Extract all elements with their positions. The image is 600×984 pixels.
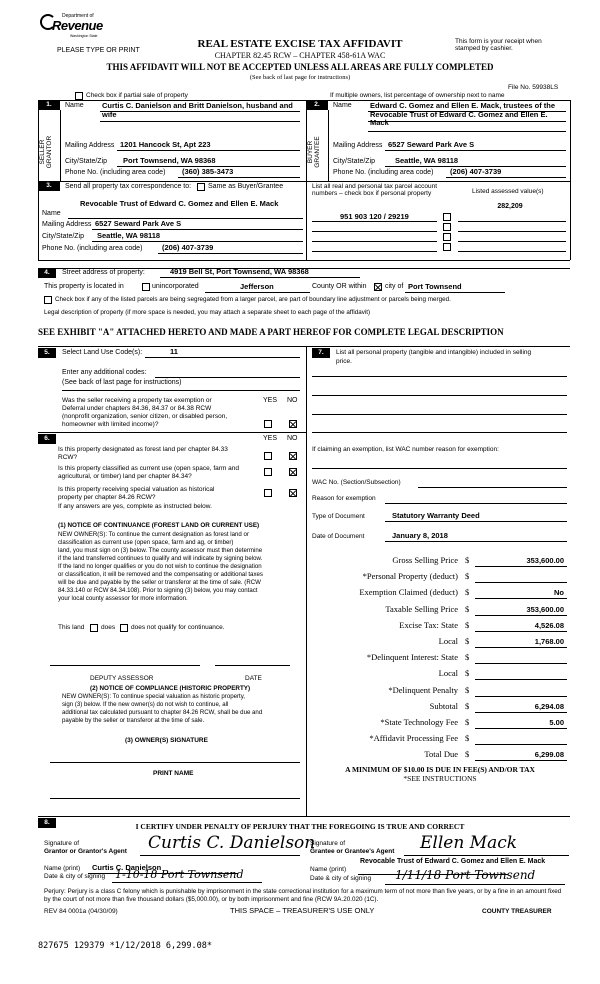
calc-currency: $	[465, 668, 470, 679]
grantee-date-city: 1/11/18 Port Townsend	[395, 868, 536, 882]
calc-currency: $	[465, 652, 470, 663]
calc-label: Local	[438, 668, 458, 679]
treasurer-space: THIS SPACE – TREASURER'S USE ONLY	[230, 906, 375, 915]
parcel-number: 951 903 120 / 29219	[340, 212, 409, 221]
calc-currency: $	[465, 571, 470, 582]
grantee-name: Revocable Trust of Edward C. Gomez and Ellen E. Mack	[360, 858, 546, 865]
calc-label: *Delinquent Penalty	[388, 684, 458, 695]
exhibit-line: SEE EXHIBIT "A" ATTACHED HERETO AND MADE A PART HEREOF FOR COMPLETE LEGAL DESCRIPTION	[38, 327, 504, 337]
grantor-date-city: 1-10-18 Port Townsend	[115, 868, 244, 881]
current-use-no-checkbox[interactable]	[289, 468, 297, 476]
buyer-city: Seattle, WA 98118	[395, 156, 459, 165]
calc-label: Exemption Claimed (deduct)	[359, 587, 458, 598]
county-name: Jefferson	[240, 282, 274, 291]
parcel-list-label: List all real and personal tax parcel account numbers – check box if personal property	[312, 183, 438, 198]
land-use-code: 11	[170, 347, 178, 356]
segregated-checkbox[interactable]	[44, 296, 52, 304]
section-4-badge: 4.	[38, 268, 56, 278]
form-revision: REV 84 0001a (04/30/09)	[44, 908, 118, 915]
seller-phone: (360) 385-3473	[182, 167, 234, 176]
calc-label: *Delinquent Interest: State	[366, 652, 458, 663]
calc-currency: $	[465, 733, 470, 744]
please-type: PLEASE TYPE OR PRINT	[57, 47, 140, 54]
exemption-no-checkbox[interactable]	[289, 420, 297, 428]
seller-city: Port Townsend, WA 98368	[123, 156, 216, 165]
partial-sale-label: Check box if partial sale of property	[86, 92, 188, 99]
calc-label: Total Due	[424, 749, 458, 760]
see-instructions: *SEE INSTRUCTIONS	[403, 774, 477, 783]
calc-currency: $	[465, 717, 470, 727]
chapter-line: CHAPTER 82.45 RCW – CHAPTER 458-61A WAC	[214, 51, 386, 60]
calc-label: *Affidavit Processing Fee	[369, 733, 458, 744]
calc-label: Excise Tax: State	[399, 619, 458, 630]
calc-label: Gross Selling Price	[392, 555, 458, 565]
section-2-badge: 2.	[306, 100, 328, 110]
forest-no-checkbox[interactable]	[289, 452, 297, 460]
section-8-badge: 8.	[38, 818, 56, 828]
calc-currency: $	[465, 603, 470, 614]
calc-value: 5.00	[549, 718, 564, 727]
calc-value: 4,526.08	[534, 620, 564, 630]
section-7-badge: 7.	[312, 348, 330, 358]
calc-currency: $	[465, 700, 470, 711]
calc-value: 353,600.00	[526, 604, 564, 614]
logo: Department of Revenue Washington State	[40, 12, 100, 44]
tax-mail: 6527 Seward Park Ave S	[95, 219, 182, 228]
form-title: REAL ESTATE EXCISE TAX AFFIDAVIT	[197, 38, 403, 50]
tax-city: Seattle, WA 98118	[97, 231, 161, 240]
does-not-qualify-checkbox[interactable]	[120, 624, 128, 632]
section-3-badge: 3.	[38, 181, 60, 191]
calc-currency: $	[465, 587, 470, 598]
calc-label: Local	[438, 636, 458, 646]
seller-mail: 1201 Hancock St, Apt 223	[120, 140, 211, 149]
calc-currency: $	[465, 555, 470, 565]
calc-label: *Personal Property (deduct)	[362, 571, 458, 582]
calc-value: 1,768.00	[534, 637, 564, 646]
city-name: Port Townsend	[408, 282, 462, 291]
document-type: Statutory Warranty Deed	[392, 511, 480, 520]
assessed-label: Listed assessed value(s)	[472, 188, 544, 195]
calc-currency: $	[465, 636, 470, 646]
calc-value: 353,600.00	[526, 556, 564, 565]
current-use-yes-checkbox[interactable]	[264, 468, 272, 476]
cashier-stamp: 827675 129379 *1/12/2018 6,299.08*	[38, 941, 212, 951]
does-qualify-checkbox[interactable]	[90, 624, 98, 632]
forest-yes-checkbox[interactable]	[264, 452, 272, 460]
exemption-yes-checkbox[interactable]	[264, 420, 272, 428]
minimum-due: A MINIMUM OF $10.00 IS DUE IN FEE(S) AND/OR TAX	[345, 765, 535, 774]
property-street: 4919 Bell St, Port Townsend, WA 98368	[170, 267, 309, 276]
certify-line: I CERTIFY UNDER PENALTY OF PERJURY THAT THE FOREGOING IS TRUE AND CORRECT	[135, 822, 465, 831]
calc-label: *State Technology Fee	[380, 717, 458, 727]
within-city-checkbox[interactable]	[374, 283, 382, 291]
see-back: (See back of last page for instructions)	[249, 74, 351, 81]
seller-side-label: SELLER GRANTOR	[39, 135, 53, 169]
multiple-owners-note: If multiple owners, list percentage of ownership next to name	[330, 92, 505, 99]
calc-label: Subtotal	[429, 700, 458, 711]
calc-label: Taxable Selling Price	[385, 603, 458, 614]
buyer-phone: (206) 407-3739	[450, 167, 502, 176]
perjury-notice: Perjury: Perjury is a class C felony which is punishable by imprisonment in the state correctional institution for a maximum term of not more than five years, or by a fine in an amount fixed by the court of not more than five thousand dollars ($5,000.00), or by both imprisonment and fine (RCW 9A.20.020 (1C).	[44, 888, 562, 903]
personal-property-checkbox-2[interactable]	[443, 223, 451, 231]
tax-name: Revocable Trust of Edward C. Gomez and Ellen E. Mack	[80, 199, 279, 208]
grantee-signature: Ellen Mack	[420, 833, 518, 853]
calc-currency: $	[465, 684, 470, 695]
calc-currency: $	[465, 749, 470, 760]
personal-property-checkbox-4[interactable]	[443, 243, 451, 251]
calc-value: 6,294.08	[534, 701, 564, 711]
same-as-buyer-checkbox[interactable]	[197, 183, 205, 191]
buyer-name: Edward C. Gomez and Ellen E. Mack, trustees of the Revocable Trust of Edward C. Gomez and Ellen E. Mack	[370, 101, 556, 128]
assessed-value: 282,209	[497, 203, 523, 210]
seller-name: Curtis C. Danielson and Britt Danielson, husband and wife	[102, 101, 293, 119]
grantor-name: Curtis C. Danielson	[92, 863, 162, 872]
calc-value: 6,299.08	[534, 750, 564, 760]
buyer-mail: 6527 Seward Park Ave S	[388, 140, 475, 149]
grantor-signature: Curtis C. Danielson	[148, 833, 316, 853]
personal-property-checkbox-3[interactable]	[443, 233, 451, 241]
partial-sale-checkbox[interactable]	[75, 92, 83, 100]
calc-currency: $	[465, 619, 470, 630]
section-1-badge: 1.	[38, 100, 60, 110]
section-6-badge: 6.	[38, 434, 56, 444]
personal-property-checkbox-1[interactable]	[443, 213, 451, 221]
calc-value: No	[554, 588, 564, 598]
section-5-badge: 5.	[38, 348, 56, 358]
tax-phone: (206) 407-3739	[162, 243, 214, 252]
buyer-side-label: BUYER GRANTEE	[307, 136, 321, 168]
warning-line: THIS AFFIDAVIT WILL NOT BE ACCEPTED UNLESS ALL AREAS ARE FULLY COMPLETED	[106, 62, 494, 72]
file-no: File No. 59938LS	[508, 84, 559, 91]
document-date: January 8, 2018	[392, 531, 448, 540]
county-treasurer: COUNTY TREASURER	[482, 908, 552, 915]
receipt-note: This form is your receipt when stamped by cashier.	[455, 38, 542, 53]
unincorporated-checkbox[interactable]	[142, 283, 150, 291]
historic-yes-checkbox[interactable]	[264, 489, 272, 497]
historic-no-checkbox[interactable]	[289, 489, 297, 497]
